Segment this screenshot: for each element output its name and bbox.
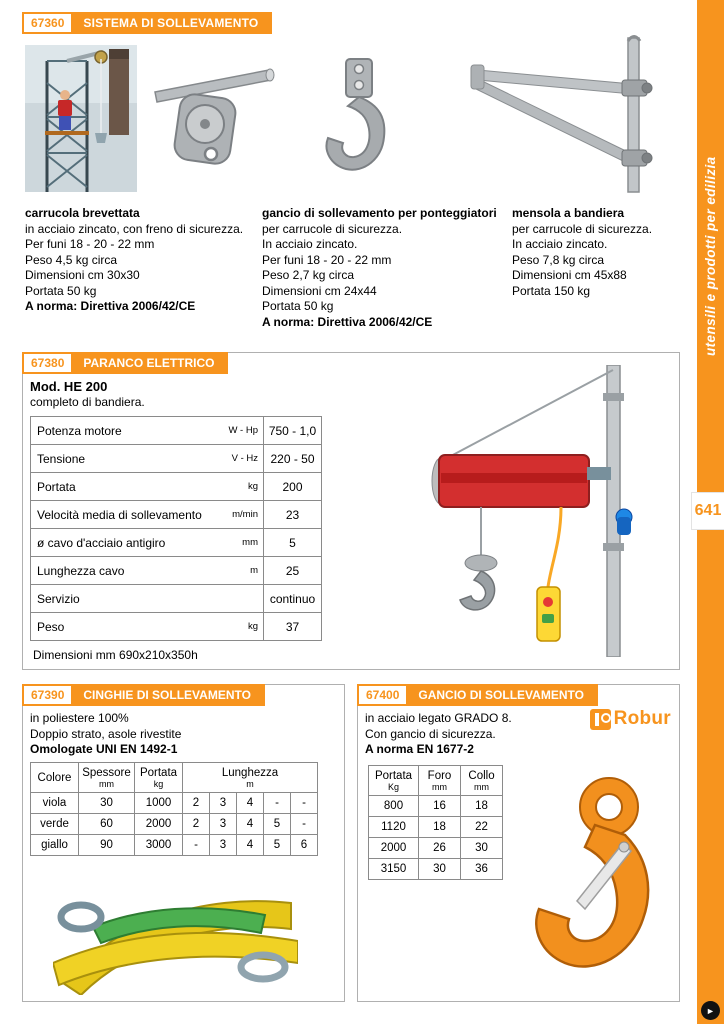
section-title: PARANCO ELETTRICO — [73, 352, 228, 374]
header-unit: m — [246, 778, 254, 789]
header-unit: kg — [153, 778, 164, 789]
carrucola-image — [143, 52, 283, 183]
table-row — [31, 814, 318, 835]
spec-label: Tensione — [31, 445, 216, 473]
cell-spessore: 60 — [79, 814, 135, 835]
table-row — [369, 859, 503, 880]
spec-unit: W - Hp — [216, 417, 264, 445]
spec-value: 200 — [264, 473, 322, 501]
table-row — [31, 793, 318, 814]
robur-logo — [590, 708, 671, 730]
product-desc-line: Peso 4,5 kg circa — [25, 252, 118, 267]
cell-portata: 3000 — [135, 835, 183, 856]
spec-unit: m — [216, 557, 264, 585]
cell-colore: viola — [31, 793, 79, 814]
cell-spessore: 90 — [79, 835, 135, 856]
cell-lunghezza: - — [291, 793, 318, 814]
product-desc-line: Portata 50 kg — [25, 283, 97, 298]
cell-foro: 30 — [419, 859, 461, 880]
table-row — [369, 838, 503, 859]
robur-brand-icon — [590, 709, 611, 730]
header-collo — [461, 766, 503, 796]
page-number: 641 — [691, 492, 724, 530]
side-band-label: utensili e prodotti per edilizia — [703, 156, 718, 356]
section-67390-header — [22, 684, 265, 706]
product-desc-line: in acciaio zincato, con freno di sicurezza. — [25, 221, 244, 236]
product-gancio-ponteggiatori — [262, 206, 512, 330]
header-unit: mm — [474, 781, 489, 792]
cell-portata: 3150 — [369, 859, 419, 880]
header-unit: mm — [432, 781, 447, 792]
section-67390-box — [22, 684, 345, 1002]
header-unit: Kg — [387, 781, 399, 792]
header-title: Portata — [139, 766, 178, 779]
spec-label: Velocità media di sollevamento — [31, 501, 216, 529]
header-spessore — [79, 763, 135, 793]
spec-value: 25 — [264, 557, 322, 585]
table-row — [31, 835, 318, 856]
cell-lunghezza: 4 — [237, 835, 264, 856]
header-title: Colore — [37, 771, 72, 784]
hook-illustration — [318, 55, 402, 185]
scaffold-worker-illustration — [25, 45, 137, 192]
desc-line: in acciaio legato GRADO 8. — [365, 711, 512, 725]
header-title: Collo — [468, 769, 495, 782]
spec-unit: kg — [216, 473, 264, 501]
cell-collo: 18 — [461, 796, 503, 817]
cell-foro: 16 — [419, 796, 461, 817]
pulley-illustration — [143, 52, 283, 178]
section-code-badge: 67380 — [22, 352, 73, 374]
desc-line: Con gancio di sicurezza. — [365, 726, 496, 741]
header-title: Lunghezza — [221, 766, 279, 779]
product-desc-line: Dimensioni cm 30x30 — [25, 268, 140, 282]
spec-label: Peso — [31, 613, 216, 641]
spec-row — [31, 613, 322, 641]
spec-row — [31, 445, 322, 473]
cell-portata: 2000 — [369, 838, 419, 859]
spec-row — [31, 585, 322, 613]
spec-value: 5 — [264, 529, 322, 557]
header-title: Portata — [374, 769, 413, 782]
wall-bracket-illustration — [450, 32, 668, 198]
product-desc-line: Peso 7,8 kg circa — [512, 252, 605, 267]
cinghie-table — [30, 762, 318, 856]
spec-unit — [216, 585, 264, 613]
cell-portata: 2000 — [135, 814, 183, 835]
cell-lunghezza: 4 — [237, 814, 264, 835]
mensola-bandiera-image — [450, 32, 668, 203]
product-name: mensola a bandiera — [512, 206, 625, 220]
gancio-table — [368, 765, 503, 880]
header-colore — [31, 763, 79, 793]
norm-line: Omologate UNI EN 1492-1 — [30, 742, 178, 756]
section-67380-box — [22, 352, 680, 670]
spec-unit: mm — [216, 529, 264, 557]
table-row — [369, 817, 503, 838]
product-desc-line: per carrucole di sicurezza. — [262, 221, 403, 236]
model-subtitle: completo di bandiera. — [30, 395, 145, 409]
cell-lunghezza: 2 — [183, 793, 210, 814]
product-norm: A norma: Direttiva 2006/42/CE — [25, 299, 196, 313]
cell-lunghezza: 5 — [264, 835, 291, 856]
cell-lunghezza: - — [183, 835, 210, 856]
section-67360-header — [22, 12, 272, 34]
cell-collo: 36 — [461, 859, 503, 880]
cell-lunghezza: 2 — [183, 814, 210, 835]
cell-colore: giallo — [31, 835, 79, 856]
cell-lunghezza: 5 — [264, 814, 291, 835]
cell-portata: 1120 — [369, 817, 419, 838]
product-mensola — [512, 206, 682, 299]
hoist-spec-table — [30, 416, 322, 641]
norm-line: A norma EN 1677-2 — [365, 742, 474, 756]
spec-label: Servizio — [31, 585, 216, 613]
continue-arrow-icon: ► — [701, 1001, 720, 1020]
product-desc-line: Per funi 18 - 20 - 22 mm — [25, 237, 155, 251]
spec-value: 37 — [264, 613, 322, 641]
cell-lunghezza: 3 — [210, 814, 237, 835]
section-code-badge: 67390 — [22, 684, 73, 706]
product-carrucola — [25, 206, 261, 315]
cell-collo: 22 — [461, 817, 503, 838]
spec-unit: V - Hz — [216, 445, 264, 473]
cinghie-image — [53, 865, 298, 1000]
product-desc-line: Per funi 18 - 20 - 22 mm — [262, 252, 392, 267]
paranco-image — [411, 365, 669, 662]
cell-portata: 800 — [369, 796, 419, 817]
spec-row — [31, 557, 322, 585]
cell-lunghezza: - — [291, 814, 318, 835]
cinghie-description — [30, 711, 181, 758]
spec-label: Lunghezza cavo — [31, 557, 216, 585]
spec-value: continuo — [264, 585, 322, 613]
header-foro — [419, 766, 461, 796]
product-desc-line: In acciaio zincato. — [262, 237, 358, 251]
orange-hook-illustration — [521, 773, 673, 991]
header-portata — [369, 766, 419, 796]
cell-portata: 1000 — [135, 793, 183, 814]
cell-collo: 30 — [461, 838, 503, 859]
spec-label: Portata — [31, 473, 216, 501]
desc-line: Doppio strato, asole rivestite — [30, 726, 182, 741]
section-title: SISTEMA DI SOLLEVAMENTO — [73, 12, 272, 34]
spec-row — [31, 529, 322, 557]
cell-foro: 18 — [419, 817, 461, 838]
section-67400-header — [357, 684, 598, 706]
section-code-badge: 67400 — [357, 684, 408, 706]
spec-value: 23 — [264, 501, 322, 529]
cell-foro: 26 — [419, 838, 461, 859]
product-desc-line: Portata 150 kg — [512, 283, 591, 298]
spec-row — [31, 501, 322, 529]
table-row — [369, 796, 503, 817]
lifting-slings-illustration — [53, 865, 298, 995]
header-title: Spessore — [82, 766, 131, 779]
spec-label: Potenza motore — [31, 417, 216, 445]
product-desc-line: per carrucole di sicurezza. — [512, 221, 653, 236]
table-header-row — [369, 766, 503, 796]
product-desc-line: Portata 50 kg — [262, 299, 334, 313]
spec-value: 750 - 1,0 — [264, 417, 322, 445]
cell-lunghezza: 3 — [210, 835, 237, 856]
product-desc-line: Dimensioni cm 24x44 — [262, 283, 377, 298]
header-title: Foro — [427, 769, 452, 782]
cell-lunghezza: 3 — [210, 793, 237, 814]
cell-spessore: 30 — [79, 793, 135, 814]
product-name: gancio di sollevamento per ponteggiatori — [262, 206, 497, 220]
table-header-row — [31, 763, 318, 793]
electric-hoist-illustration — [411, 365, 669, 657]
spec-label: ø cavo d'acciaio antigiro — [31, 529, 216, 557]
header-portata — [135, 763, 183, 793]
section-67400-box — [357, 684, 680, 1002]
spec-value: 220 - 50 — [264, 445, 322, 473]
header-unit: mm — [99, 778, 114, 789]
product-desc-line: In acciaio zincato. — [512, 237, 608, 251]
header-lunghezza — [183, 763, 318, 793]
section-67380-header — [22, 352, 228, 374]
spec-row — [31, 417, 322, 445]
gancio-robur-image — [521, 773, 673, 996]
cell-lunghezza: 4 — [237, 793, 264, 814]
scaffold-worker-photo — [25, 45, 137, 197]
cell-colore: verde — [31, 814, 79, 835]
spec-unit: m/min — [216, 501, 264, 529]
section-code-badge: 67360 — [22, 12, 73, 34]
section-title: GANCIO DI SOLLEVAMENTO — [408, 684, 598, 706]
section-title: CINGHIE DI SOLLEVAMENTO — [73, 684, 265, 706]
dimensions-note: Dimensioni mm 690x210x350h — [33, 648, 198, 662]
spec-unit: kg — [216, 613, 264, 641]
gancio-description — [365, 711, 512, 758]
product-desc-line: Dimensioni cm 45x88 — [512, 268, 627, 282]
model-name: Mod. HE 200 — [30, 379, 108, 394]
product-name: carrucola brevettata — [25, 206, 140, 220]
spec-row — [31, 473, 322, 501]
robur-brand-name: Robur — [613, 708, 671, 729]
product-desc-line: Peso 2,7 kg circa — [262, 268, 355, 282]
cell-lunghezza: 6 — [291, 835, 318, 856]
cell-lunghezza: - — [264, 793, 291, 814]
product-norm: A norma: Direttiva 2006/42/CE — [262, 314, 433, 329]
desc-line: in poliestere 100% — [30, 711, 129, 725]
gancio-ponteggiatori-image — [318, 55, 402, 190]
